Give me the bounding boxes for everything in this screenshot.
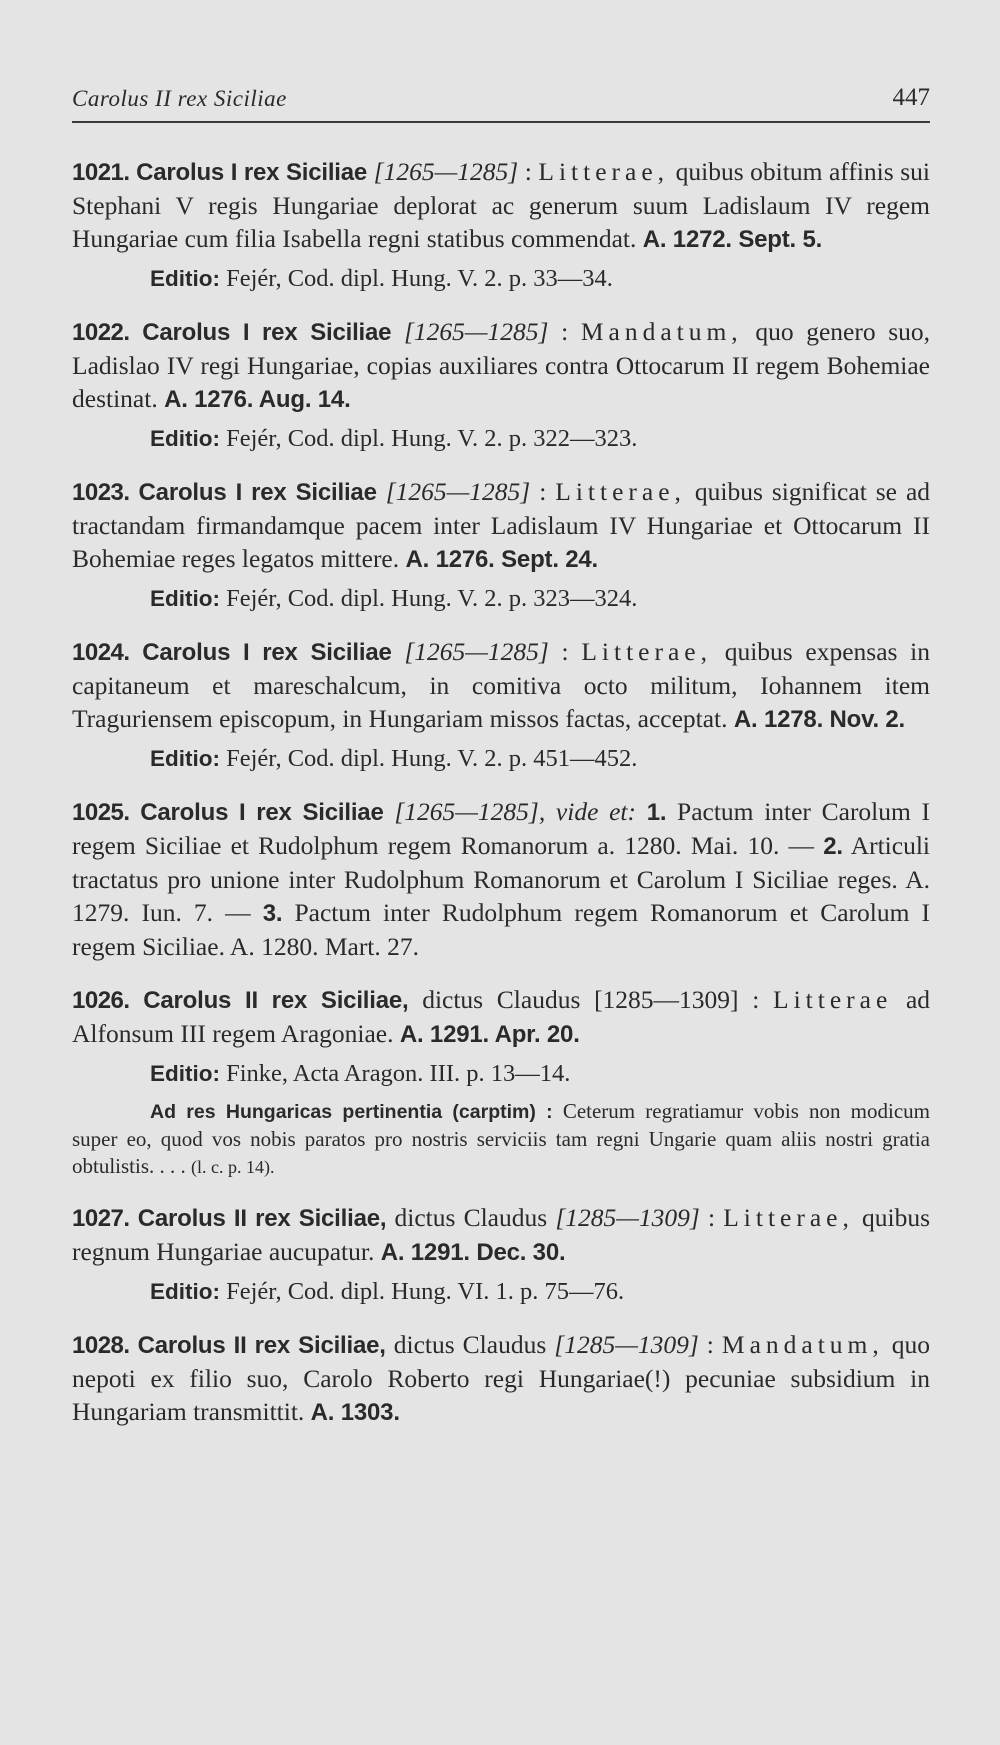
entry-number: 1024.: [72, 639, 130, 666]
entry-date-range: [1265—1285]: [403, 317, 549, 346]
running-title: Carolus II rex Siciliae: [72, 86, 287, 111]
entry-text: [72, 983, 930, 1051]
entry-date-range: [1285—1309]: [555, 1203, 700, 1232]
editio-line: [72, 262, 930, 295]
entry-number: 1027.: [72, 1205, 130, 1232]
entry-date: A. 1291. Dec. 30.: [380, 1239, 566, 1266]
excerpt-paragraph: [72, 1098, 930, 1181]
reference-text: Pactum inter Rudolphum regem Romanorum et Carolum I regem Siciliae. A. 1280. Mart. 27.: [72, 898, 931, 961]
editio-text: Fejér, Cod. dipl. Hung. V. 2. p. 323—324.: [226, 585, 638, 612]
entry-keyword: Mandatum,: [721, 1330, 884, 1359]
entry-keyword: Litterae,: [538, 157, 670, 186]
entry-actor: Carolus II rex Siciliae,: [137, 1205, 387, 1232]
entry-number: 1022.: [72, 319, 130, 346]
entry-date: A. 1291. Apr. 20.: [399, 1021, 580, 1048]
entry-date: A. 1272. Sept. 5.: [642, 226, 823, 253]
reference-number: 2.: [823, 833, 843, 860]
entry-1028: [72, 1328, 930, 1429]
entry-epithet: dictus Claudus: [422, 985, 581, 1014]
entry-1021: [72, 155, 930, 295]
separator: :: [548, 637, 582, 666]
editio-text: Fejér, Cod. dipl. Hung. VI. 1. p. 75—76.: [226, 1278, 625, 1305]
separator: :: [548, 317, 581, 346]
editio-line: [72, 1275, 930, 1308]
entry-text: [72, 315, 930, 416]
entry-date: A. 1278. Nov. 2.: [733, 706, 906, 733]
vide-et-label: vide et:: [555, 797, 636, 826]
entry-date-range: [1265—1285]: [404, 637, 549, 666]
entry-text: [72, 475, 930, 576]
entry-actor: Carolus I rex Siciliae: [142, 319, 392, 346]
entry-date: A. 1276. Aug. 14.: [164, 386, 351, 413]
editio-text: Fejér, Cod. dipl. Hung. V. 2. p. 451—452.: [226, 745, 638, 772]
entry-actor: Carolus I rex Siciliae: [138, 479, 377, 506]
entry-1023: [72, 475, 930, 615]
entry-description: quibus significat se ad tractandam firmandamque pacem inter Ladislaum IV Hungariae et Ottocarum II Bohemiae reges legatos mittere.: [72, 477, 931, 573]
header-rule: [72, 121, 930, 123]
page-body: [72, 155, 930, 1429]
separator: :: [699, 1203, 724, 1232]
excerpt-citation: (l. c. p. 14).: [191, 1157, 275, 1177]
editio-text: Finke, Acta Aragon. III. p. 13—14.: [226, 1060, 571, 1087]
excerpt-text: Ceterum regratiamur vobis non modicum super eo, quod vos nobis paratos pro nostris serviciis tam regni Ungarie quam aliis nostri gratia obtulistis. . . .: [72, 1099, 931, 1178]
entry-text: [72, 795, 930, 963]
separator: :: [530, 477, 556, 506]
entry-number: 1023.: [72, 479, 130, 506]
reference-text: Articuli tractatus pro unione inter Rudolphum Romanorum et Carolum I Siciliae reges. A. 1279. Iun. 7. —: [72, 831, 931, 927]
entry-description: quo nepoti ex filio suo, Carolo Roberto regi Hungariae(!) pecuniae subsidium in Hungariam transmittit.: [72, 1330, 930, 1426]
editio-label: Editio:: [150, 1279, 220, 1304]
entry-1027: [72, 1201, 930, 1308]
reference-number: 3.: [262, 900, 283, 927]
entry-date: A. 1303.: [310, 1399, 400, 1426]
editio-text: Fejér, Cod. dipl. Hung. V. 2. p. 33—34.: [226, 265, 613, 292]
separator: :: [518, 157, 539, 186]
entry-number: 1026.: [72, 987, 130, 1014]
separator: :: [698, 1330, 722, 1359]
page-header: [72, 82, 930, 122]
entry-date-range: [1285—1309]: [594, 985, 739, 1014]
entry-text: [72, 1201, 930, 1269]
editio-text: Fejér, Cod. dipl. Hung. V. 2. p. 322—323.: [226, 425, 638, 452]
entry-number: 1021.: [72, 159, 130, 186]
entry-date: A. 1276. Sept. 24.: [405, 546, 599, 573]
entry-description: quo genero suo, Ladislao IV regi Hungariae, copias auxiliares contra Ottocarum II regem Bohemiae destinat.: [72, 317, 930, 413]
editio-label: Editio:: [150, 426, 220, 451]
excerpt-label: Ad res Hungaricas pertinentia (carptim) :: [150, 1101, 553, 1123]
entry-text: [72, 635, 930, 736]
entry-number: 1025.: [72, 799, 130, 826]
entry-text: [72, 1328, 930, 1429]
reference-text: Pactum inter Carolum I regem Siciliae et Rudolphum regem Romanorum a. 1280. Mai. 10. —: [72, 797, 931, 860]
entry-actor: Carolus I rex Siciliae: [142, 639, 392, 666]
reference-number: 1.: [646, 799, 667, 826]
entry-epithet: dictus Claudus: [394, 1203, 548, 1232]
entry-keyword: Litterae,: [723, 1203, 854, 1232]
entry-keyword: Litterae,: [555, 477, 686, 506]
entry-epithet: dictus Claudus: [393, 1330, 547, 1359]
editio-label: Editio:: [150, 1061, 220, 1086]
entry-actor: Carolus I rex Siciliae: [140, 799, 384, 826]
entry-actor: Carolus II rex Siciliae,: [137, 1332, 386, 1359]
entry-description: ad Alfonsum III regem Aragoniae.: [72, 985, 931, 1048]
editio-line: [72, 422, 930, 455]
entry-keyword: Litterae,: [581, 637, 712, 666]
entry-actor: Carolus II rex Siciliae,: [143, 987, 409, 1014]
entry-date-range: [1285—1309]: [554, 1330, 699, 1359]
entry-1026: [72, 983, 930, 1181]
entry-date-range: [1265—1285],: [394, 797, 546, 826]
entry-1025: [72, 795, 930, 963]
entry-date-range: [1265—1285]: [373, 157, 519, 186]
entry-description: quibus obitum affinis sui Stephani V regis Hungariae deplorat ac generum suum Ladislaum IV regem Hungariae cum filia Isabella regni statibus commendat.: [72, 157, 930, 253]
entry-date-range: [1265—1285]: [385, 477, 531, 506]
entry-description: quibus regnum Hungariae aucupatur.: [72, 1203, 931, 1266]
entry-actor: Carolus I rex Siciliae: [136, 159, 368, 186]
editio-line: [72, 742, 930, 775]
page-number: 447: [892, 84, 930, 111]
separator: :: [738, 985, 773, 1014]
entry-text: [72, 155, 930, 256]
entry-1022: [72, 315, 930, 455]
entry-keyword: Mandatum,: [580, 317, 743, 346]
editio-label: Editio:: [150, 266, 220, 291]
editio-label: Editio:: [150, 586, 220, 611]
entry-number: 1028.: [72, 1332, 130, 1359]
editio-line: [72, 1057, 930, 1090]
editio-label: Editio:: [150, 746, 220, 771]
entry-1024: [72, 635, 930, 775]
editio-line: [72, 582, 930, 615]
entry-keyword: Litterae: [773, 985, 893, 1014]
entry-description: quibus expensas in capitaneum et mareschalcum, in comitiva octo militum, Iohannem item Traguriensem episcopum, in Hungariam missos factas, acceptat.: [72, 637, 930, 733]
